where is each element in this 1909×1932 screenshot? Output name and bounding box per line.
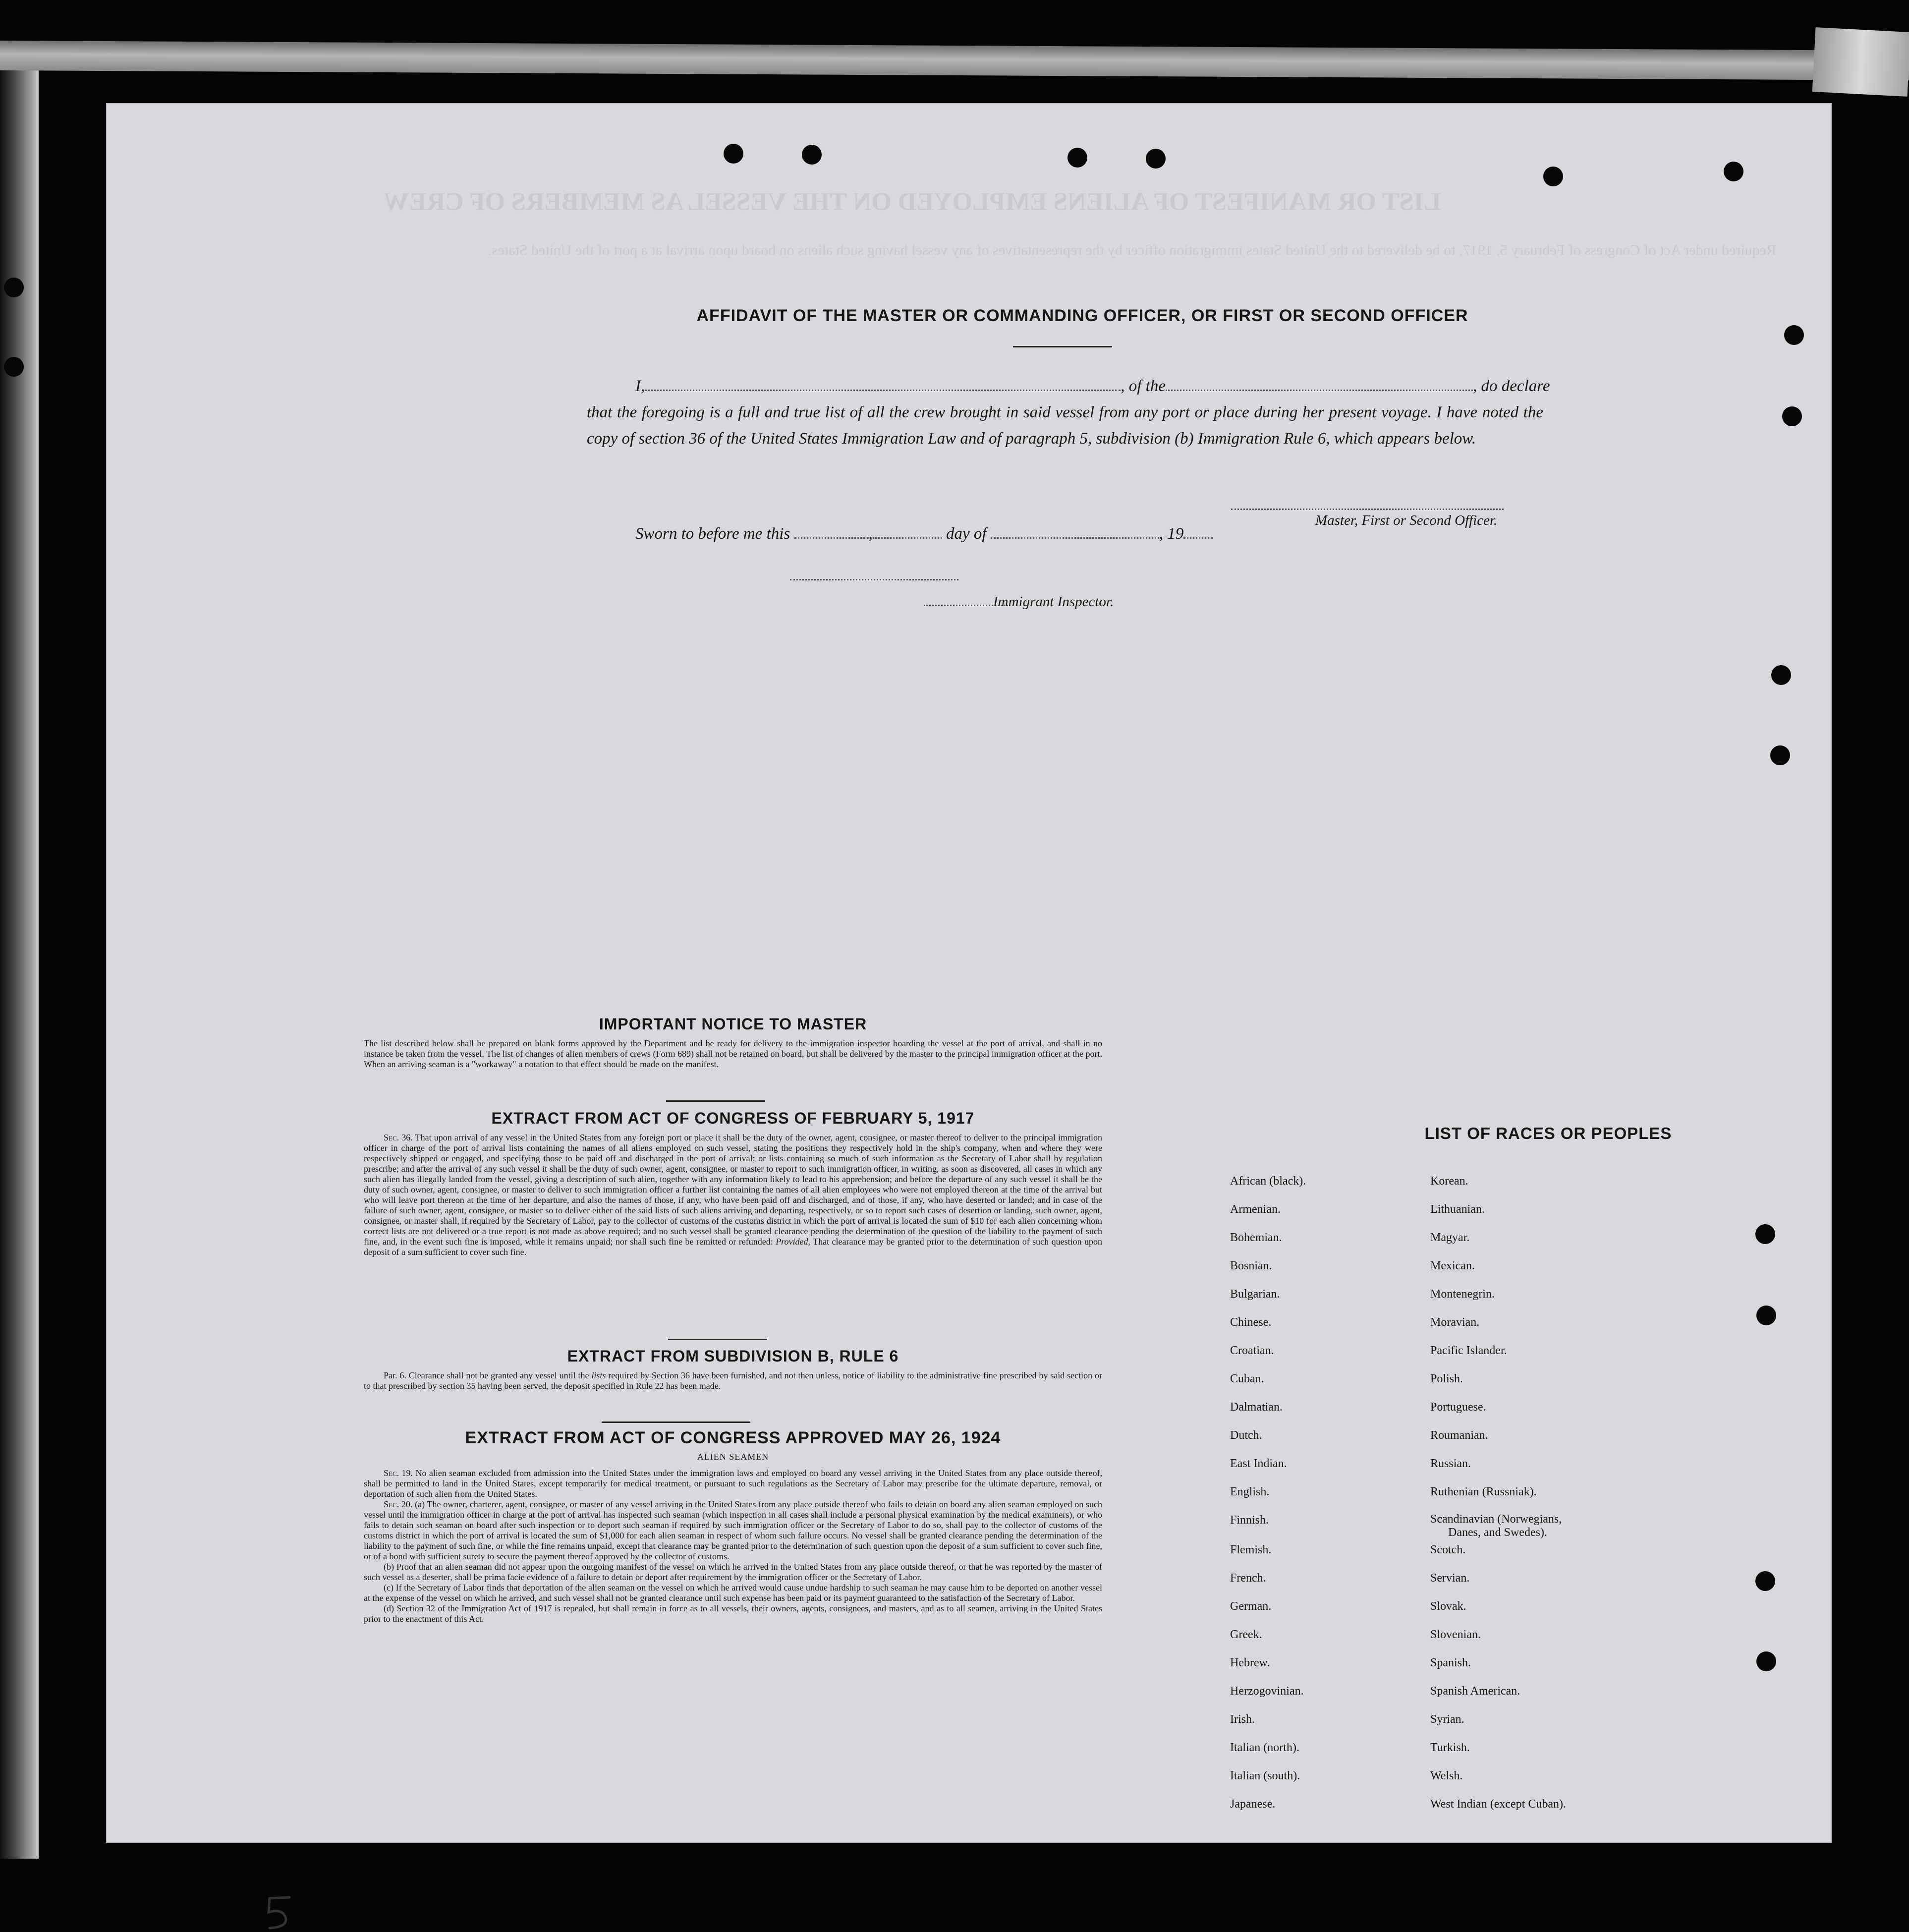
affidavit-title: AFFIDAVIT OF THE MASTER OR COMMANDING OFFICER, OR FIRST OR SECOND OFFICER [696,306,1468,325]
sec20b-text: (b) Proof that an alien seaman did not appear upon the outgoing manifest of the vessel on which he arrived in the United States from any place outside thereof, or that he was reported by the master of such vessel as a deserter, shall be prima facie evidence of a failure to detain or deport after requirement by the immigration officer or the Secretary of Labor. [364,1562,1102,1582]
top-paper-strip [0,41,1909,80]
race-item: Bulgarian. [1230,1288,1280,1301]
punch-hole-top-3 [1067,148,1087,168]
extract-1924-subtitle: ALIEN SEAMEN [697,1452,769,1462]
document-sheet [106,103,1832,1843]
extract-rule-6-post: required by Section 36 have been furnished, and not then unless, notice of liability to the administrative fine prescribed by said section or to that prescribed by section 35 having been served, the deposit specified in Rule 22 has been made. [364,1370,1103,1391]
punch-hole-top-2 [802,145,822,165]
race-item: Irish. [1230,1713,1255,1726]
race-item: Scandinavian (Norwegians, [1430,1513,1562,1526]
extract-1917-sec-label: Sec. 36. [384,1133,413,1142]
race-item: Welsh. [1430,1769,1463,1782]
race-item: Servian. [1430,1572,1470,1585]
left-punch-hole-1 [4,278,24,297]
race-item: Portuguese. [1430,1401,1486,1414]
sworn-date-blank [794,524,869,539]
sworn-day-blank [873,524,942,539]
inspector-signature-line [790,579,958,580]
punch-hole-right-4 [1770,745,1790,765]
race-item: Slovak. [1430,1600,1466,1613]
top-right-paper-edge [1812,27,1909,97]
important-notice [364,1015,1102,1070]
punch-hole-top-1 [724,144,743,164]
race-item: Montenegrin. [1430,1288,1495,1301]
race-item: Roumanian. [1430,1429,1488,1442]
race-item: Moravian. [1430,1316,1480,1329]
notice-rule [666,1100,765,1102]
extract-1924-sec19 [364,1468,1102,1499]
sworn-month-blank [991,524,1159,539]
extract-1924-title: EXTRACT FROM ACT OF CONGRESS APPROVED MAY 26, 1924 [465,1428,1001,1447]
left-margin [0,50,39,1859]
master-signature-caption: Master, First or Second Officer. [1315,512,1498,528]
race-item: Dutch. [1230,1429,1262,1442]
race-item: Syrian. [1430,1713,1464,1726]
extract-1917-rule [668,1339,767,1340]
extract-rule-6-pre: Par. 6. Clearance shall not be granted any vessel until the [384,1370,589,1380]
extract-1924 [364,1428,1102,1624]
races-left-column [1230,1174,1306,1825]
race-item: Dalmatian. [1230,1401,1283,1414]
race-item: Bohemian. [1230,1231,1282,1244]
race-item: Scotch. [1430,1543,1466,1556]
race-item: Chinese. [1230,1316,1272,1329]
race-item: French. [1230,1572,1266,1585]
race-item: Turkish. [1430,1741,1470,1754]
extract-1924-sec20c [364,1583,1102,1603]
extract-1924-sec20a [364,1499,1102,1562]
race-item: Korean. [1430,1175,1468,1188]
punch-hole-right-5 [1755,1224,1775,1244]
race-item: Croatian. [1230,1344,1274,1357]
punch-hole-top-4 [1146,149,1166,169]
notice-title: IMPORTANT NOTICE TO MASTER [599,1015,867,1033]
sworn-comma: , [868,525,873,543]
bleed-through-title: LIST OR MANIFEST OF ALIENS EMPLOYED ON THE VESSEL AS MEMBERS OF CREW [384,188,1441,216]
race-item: Greek. [1230,1628,1262,1641]
vessel-name-blank [1166,377,1473,391]
sec19-label: Sec. 19. [384,1468,413,1478]
race-item: Finnish. [1230,1514,1269,1527]
extract-1924-sec20b [364,1562,1102,1583]
sworn-year-blank [1183,524,1213,539]
extract-rule-6-title: EXTRACT FROM SUBDIVISION B, RULE 6 [567,1347,899,1365]
sec19-text: No alien seaman excluded from admission into the United States under the immigration laws and employed on board any vessel arriving in the United States from any place outside thereof, shall be permitted to land in the United States, except temporarily for medical treatment, or pursuant to such regulations as the Secretary of Labor may prescribe for the ultimate departure, removal, or deportation of such alien from the United States. [364,1468,1103,1499]
race-item: Italian (south). [1230,1769,1300,1782]
master-signature-line [1231,509,1504,510]
affidavit-body: that the foregoing is a full and true list of all the crew brought in said vessel from any port or place during her present voyage. I have noted the copy of section 36 of the United States Immigration Law and of paragraph 5, subdivision (b) Immigration Rule 6, which appears below. [587,403,1543,448]
race-item: Mexican. [1430,1259,1475,1272]
extract-1917-proviso-label: Provided, [776,1237,810,1247]
notice-body: The list described below shall be prepared on blank forms approved by the Department and be ready for delivery to the immigration inspector boarding the vessel at the port of arrival, and shall in no instance be taken from the vessel. The list of changes of alien members of crews (Form 689) shall not be retained on board, but shall be delivered by the master to the principal immigration officer at the port. When an arriving seaman is a "workaway" a notation to that effect should be made on the manifest. [364,1038,1102,1069]
race-item: Magyar. [1430,1231,1470,1244]
affidavit-declaration-line [587,373,1550,399]
extract-rule-6 [364,1347,1102,1391]
race-item: Slovenian. [1430,1628,1481,1641]
punch-hole-top-6 [1724,162,1743,181]
race-item: Flemish. [1230,1543,1272,1556]
extract-1917-proviso: That clearance may be granted prior to the determination of such question upon deposit of a sum sufficient to cover such fine. [364,1237,1102,1257]
punch-hole-top-5 [1543,167,1563,186]
extract-1917-title: EXTRACT FROM ACT OF CONGRESS OF FEBRUARY 5, 1917 [491,1109,975,1127]
race-item: Herzogovinian. [1230,1685,1304,1698]
punch-hole-right-1 [1784,325,1804,345]
races-title: LIST OF RACES OR PEOPLES [1424,1124,1672,1142]
extract-1917 [364,1109,1102,1257]
races-right-column [1430,1174,1566,1825]
affidavit-i: I, [635,377,645,395]
race-item: Japanese. [1230,1798,1276,1811]
race-item: Lithuanian. [1430,1203,1485,1216]
sec20a-text: (a) The owner, charterer, agent, consignee, or master of any vessel arriving in the United States from any place outside thereof who fails to detain on board any alien seaman employed on such vessel until the immigration officer in charge at the port of arrival has inspected such seaman (which inspection in all cases shall include a personal physical examination by the medical examiners), or who fails to detain such seaman on board after such inspection or to deport such seaman if required by such immigration officer or the Secretary of Labor to do so, shall pay to the collector of customs of the customs district in which the port of arrival is located the sum of $1,000 for each alien seaman in respect of whom such failure occurs. No vessel shall be granted clearance pending the determination of the liability to the payment of such fine, or while the fine remains unpaid, except that clearance may be granted prior to the determination of such question upon the deposit of a sum sufficient to cover such fine, or of a bond with sufficient surety to secure the payment thereof approved by the collector of customs. [364,1499,1103,1561]
race-item: English. [1230,1485,1270,1498]
left-punch-hole-2 [4,357,24,377]
race-item: African (black). [1230,1175,1306,1188]
punch-hole-right-3 [1771,665,1791,685]
extract-1917-body [364,1133,1102,1257]
race-item: German. [1230,1600,1272,1613]
sworn-year: , 19 [1159,525,1184,543]
race-item: Spanish American. [1430,1685,1520,1698]
race-item: Armenian. [1230,1203,1281,1216]
extract-rule-6-lists: lists [591,1370,606,1380]
master-name-blank [645,377,1121,391]
race-item: East Indian. [1230,1457,1287,1470]
sworn-line [635,524,1213,543]
sworn-prefix: Sworn to before me this [635,525,790,543]
affidavit-title-rule [1013,346,1112,347]
race-item: Cuban. [1230,1372,1264,1385]
race-item: Pacific Islander. [1430,1344,1507,1357]
affidavit-of-the: , of the [1121,377,1166,395]
sec20d-text: (d) Section 32 of the Immigration Act of 1917 is repealed, but shall remain in force as to all vessels, their owners, agents, consignees, and masters, and as to all seamen, arriving in the United States prior to the enactment of this Act. [364,1603,1102,1624]
handwritten-number-mark [260,1892,299,1932]
inspector-caption: Immigrant Inspector. [993,594,1114,610]
punch-hole-right-8 [1756,1651,1776,1671]
affidavit-statement [587,373,1550,452]
punch-hole-right-7 [1755,1571,1775,1591]
race-item: Ruthenian (Russniak). [1430,1485,1537,1498]
race-item: Polish. [1430,1372,1463,1385]
sec20c-text: (c) If the Secretary of Labor finds that deportation of the alien seaman on the vessel on which he arrived would cause undue hardship to such seaman he may cause him to be deported on another vessel at the expense of the vessel on which he arrived, and such vessel shall not be granted clearance until such expense has been paid or its payment guaranteed to the satisfaction of the Secretary of Labor. [364,1583,1102,1603]
race-item: Russian. [1430,1457,1471,1470]
race-item: Hebrew. [1230,1656,1270,1669]
affidavit-do-declare: , do declare [1472,377,1550,395]
race-item: Danes, and Swedes). [1448,1526,1547,1539]
punch-hole-right-6 [1756,1306,1776,1325]
punch-hole-right-2 [1782,406,1802,426]
sec20-label: Sec. 20. [384,1499,413,1509]
extract-rule-6-body [364,1370,1102,1391]
extract-rule-6-rule [602,1421,750,1423]
race-item: Italian (north). [1230,1741,1299,1754]
extract-1924-sec20d [364,1603,1102,1624]
extract-1917-text: That upon arrival of any vessel in the United States from any foreign port or place it shall be the duty of the owner, agent, consignee, or master thereof to deliver to the principal immigration officer in charge of the port of arrival lists containing the names of all aliens employed on such vessel, stating the positions they respectively hold in the ship's company, when and where they were respectively shipped or engaged, and specifying those to be paid off and discharged in the port of arrival; or lists containing so much of such information as the Secretary of Labor shall by regulation prescribe; and after the arrival of any such vessel it shall be the duty of such owner, agent, consignee, or master to report to such immigration officer, in writing, as soon as discovered, all cases in which any such alien has illegally landed from the vessel, giving a description of such alien, together with any information likely to lead to his apprehension; and before the departure of any such vessel it shall be the duty of such owner, agent, consignee, or master to deliver to such immigration officer a further list containing the names of all alien employees who were not employed thereon at the time of the arrival but who will leave port thereon at the time of her departure, and also the names of those, if any, who have been paid off and discharged, and of those, if any, who have deserted or landed; and in case of the failure of such owner, agent, consignee, or master so to deliver either of the said lists of such aliens arriving and departing, respectively, or so to report such cases of desertion or landing, such owner, agent, consignee, or master shall, if required by the Secretary of Labor, pay to the collector of customs of the customs district in which the port of arrival is located the sum of $10 for each alien concerning whom correct lists are not delivered or a true report is not made as above required; and no such vessel shall be granted clearance pending the determination of the question of the liability to the payment of such fine, and, in the event such fine is imposed, while it remains unpaid; nor shall such fine be remitted or refunded: [364,1133,1102,1247]
race-item: West Indian (except Cuban). [1430,1798,1566,1811]
sworn-day-of: day of [946,525,987,543]
bleed-through-subtitle: Required under Act of Congress of February 5, 1917, to be delivered to the United States immigration officer by the representatives of any vessel having such aliens on board upon arrival at a port of the United States. [488,242,1776,258]
race-item: Bosnian. [1230,1259,1272,1272]
race-item: Spanish. [1430,1656,1471,1669]
